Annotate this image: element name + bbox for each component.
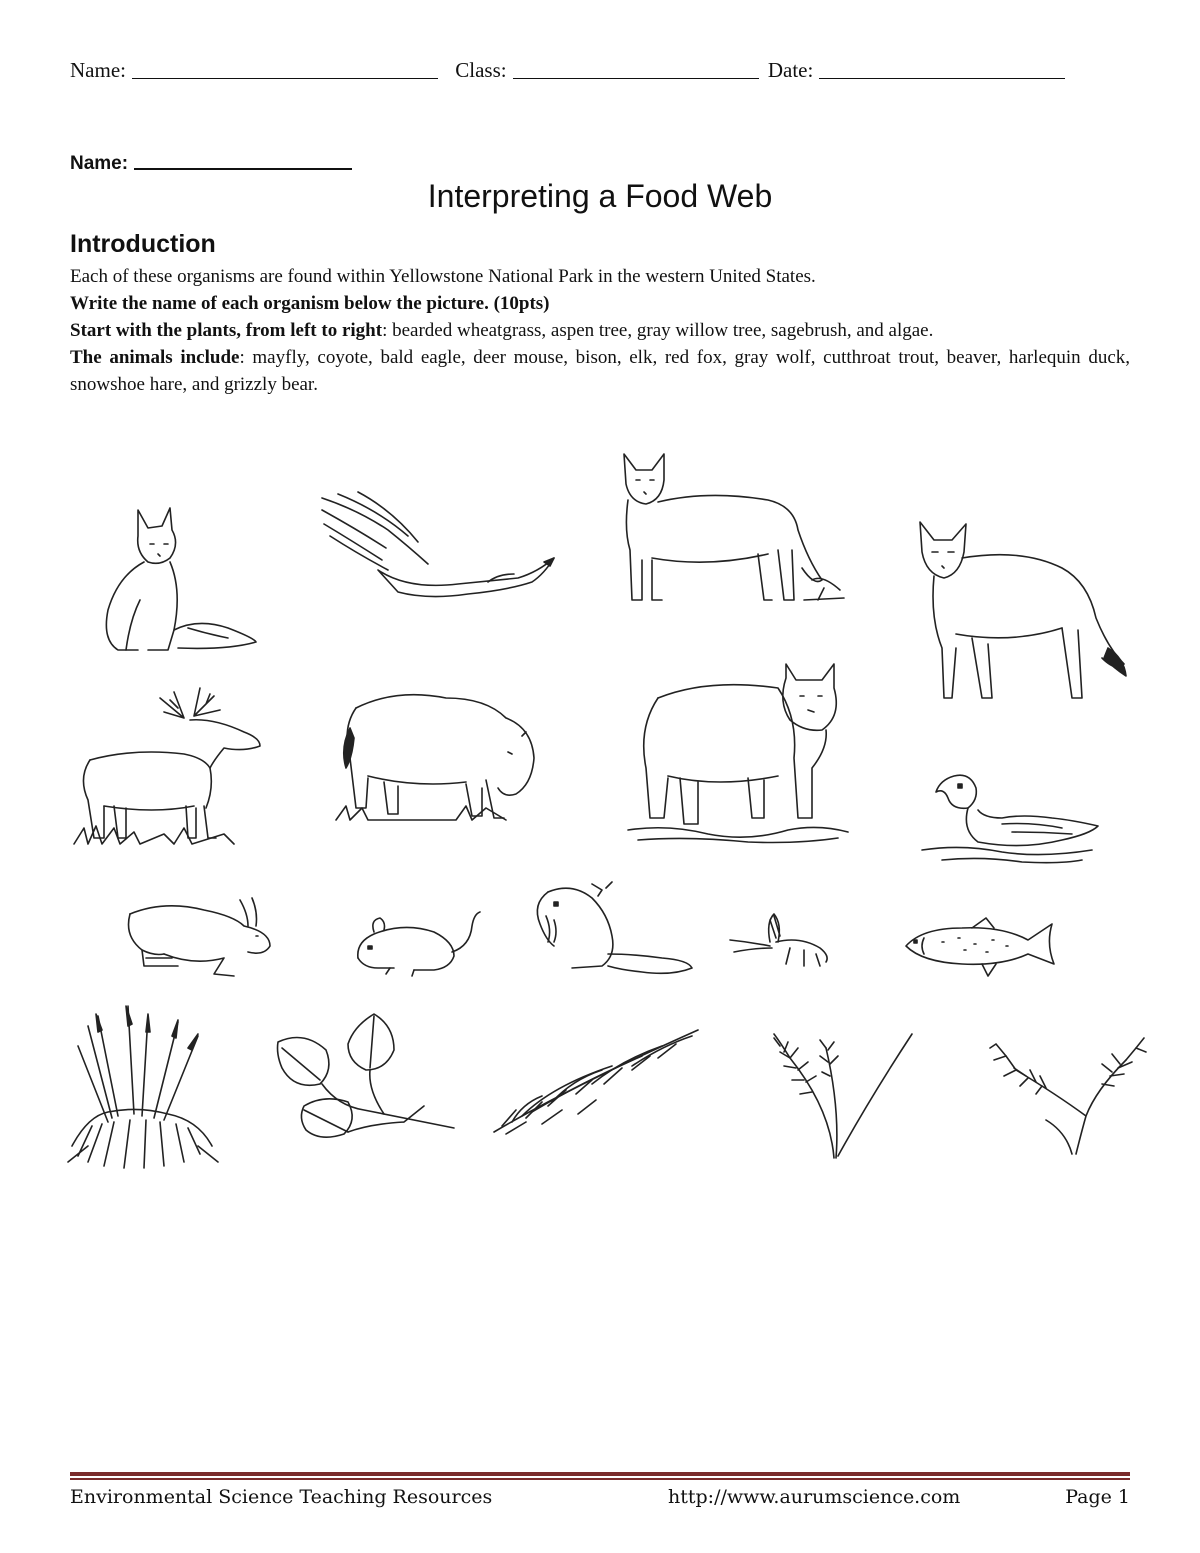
worksheet-name-blank[interactable]: [134, 152, 352, 170]
section-heading: Introduction: [70, 230, 216, 258]
animals-list: : mayfly, coyote, bald eagle, deer mouse, bison, elk, red fox, gray wolf, cutthroat trout, beaver, harlequin duck, snowshoe hare, and grizzly bear.: [70, 347, 1130, 395]
footer-page-number: Page 1: [1065, 1486, 1130, 1508]
deer-mouse-drawing: [354, 906, 484, 976]
date-blank[interactable]: [819, 60, 1065, 79]
coyote-drawing: [912, 518, 1132, 708]
gray-wolf-drawing: [608, 450, 848, 610]
date-label: Date:: [767, 58, 814, 82]
intro-line: Each of these organisms are found within Yellowstone National Park in the western United States.: [70, 266, 816, 287]
sagebrush-drawing: [770, 1028, 916, 1160]
gray-willow-tree-drawing: [492, 1026, 704, 1138]
page-title: Interpreting a Food Web: [427, 178, 773, 214]
instruction-line: [70, 290, 1130, 317]
name-blank[interactable]: [132, 60, 438, 79]
footer-publisher: Environmental Science Teaching Resources: [70, 1486, 493, 1508]
grizzly-bear-drawing: [628, 658, 858, 848]
worksheet-name-field: [70, 152, 352, 175]
animals-paragraph: [70, 344, 1130, 398]
page-footer: [70, 1486, 1130, 1516]
snowshoe-hare-drawing: [124, 896, 274, 982]
footer-rule-thin: [70, 1478, 1130, 1480]
mayfly-drawing: [730, 912, 840, 972]
footer-rule: [70, 1472, 1130, 1476]
name-label: Name:: [70, 58, 126, 82]
algae-drawing: [986, 1020, 1148, 1156]
class-label: Class:: [455, 58, 507, 82]
bearded-wheatgrass-drawing: [68, 1006, 218, 1170]
harlequin-duck-drawing: [922, 770, 1102, 870]
aspen-tree-drawing: [274, 1010, 454, 1160]
bald-eagle-drawing: [318, 490, 558, 610]
beaver-drawing: [532, 880, 702, 980]
plants-label: Start with the plants, from left to right: [70, 320, 383, 341]
worksheet-name-label: Name:: [70, 153, 129, 174]
plants-paragraph: [70, 317, 1130, 344]
intro-text: [70, 263, 1130, 398]
cutthroat-trout-drawing: [902, 914, 1064, 980]
footer-url[interactable]: http://www.aurumscience.com: [668, 1486, 961, 1508]
bison-drawing: [336, 688, 546, 828]
plants-list: : bearded wheatgrass, aspen tree, gray willow tree, sagebrush, and algae.: [382, 320, 934, 341]
red-fox-drawing: [78, 500, 258, 660]
header-fields: [70, 58, 1130, 83]
animals-label: The animals include: [70, 347, 240, 368]
instruction-text: Write the name of each organism below the picture. (10pts): [70, 293, 550, 314]
elk-drawing: [74, 688, 274, 848]
class-blank[interactable]: [513, 60, 759, 79]
